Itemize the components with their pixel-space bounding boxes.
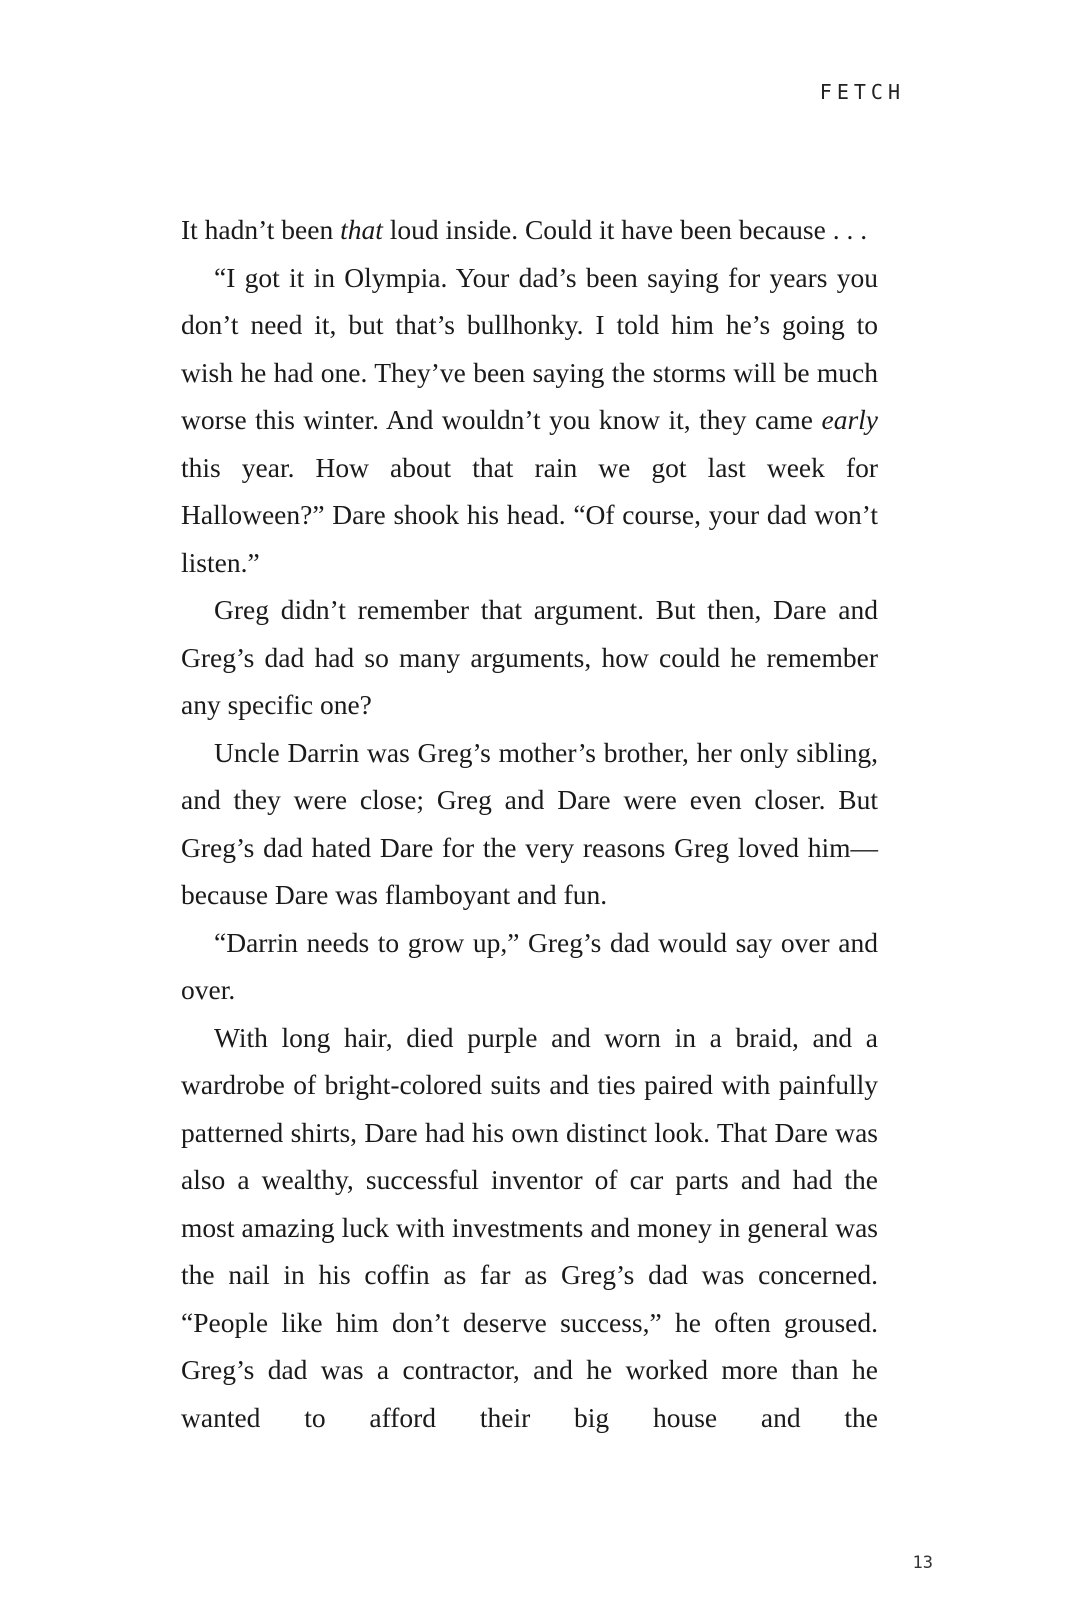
italic-text: early [821,404,878,435]
paragraph [181,586,878,729]
running-head: FETCH [819,80,905,104]
paragraph [181,919,878,1014]
text-run: It hadn’t been [181,214,341,245]
paragraph [181,206,878,254]
page-number: 13 [912,1553,933,1573]
italic-text: that [340,214,383,245]
paragraph [181,1014,878,1442]
paragraph [181,254,878,587]
text-run: this year. How about that rain we got last week for Halloween?” Dare shook his head. “Of course, your dad won’t listen.” [181,451,878,578]
text-run: Greg didn’t remember that argument. But then, Dare and Greg’s dad had so many arguments, how could he remember any specific one? [181,594,878,720]
text-run: “I got it in Olympia. Your dad’s been saying for years you don’t need it, but that’s bullhonky. I told him he’s going to wish he had one. They’ve been saying the storms will be much worse this winter. And wouldn’t you know it, they came [181,261,878,435]
body-text [181,206,878,1441]
text-run: Uncle Darrin was Greg’s mother’s brother, her only sibling, and they were close; Greg and Dare were even closer. But Greg’s dad hated Dare for the very reasons Greg loved him—because Dare was flamboyant and fun. [181,736,878,910]
paragraph [181,729,878,919]
text-run: With long hair, died purple and worn in a braid, and a wardrobe of bright-colored suits and ties paired with painfully patterned shirts, Dare had his own distinct look. That Dare was also a wealthy, successful inventor of car parts and had the most amazing luck with investments and money in general was the nail in his coffin as far as Greg’s dad was concerned. “People like him don’t deserve success,” he often groused. Greg’s dad was a contractor, and he worked more than he wanted to afford their big house and the [181,1021,878,1433]
text-run: “Darrin needs to grow up,” Greg’s dad would say over and over. [181,926,878,1005]
text-run: loud inside. Could it have been because . . . [382,214,868,245]
